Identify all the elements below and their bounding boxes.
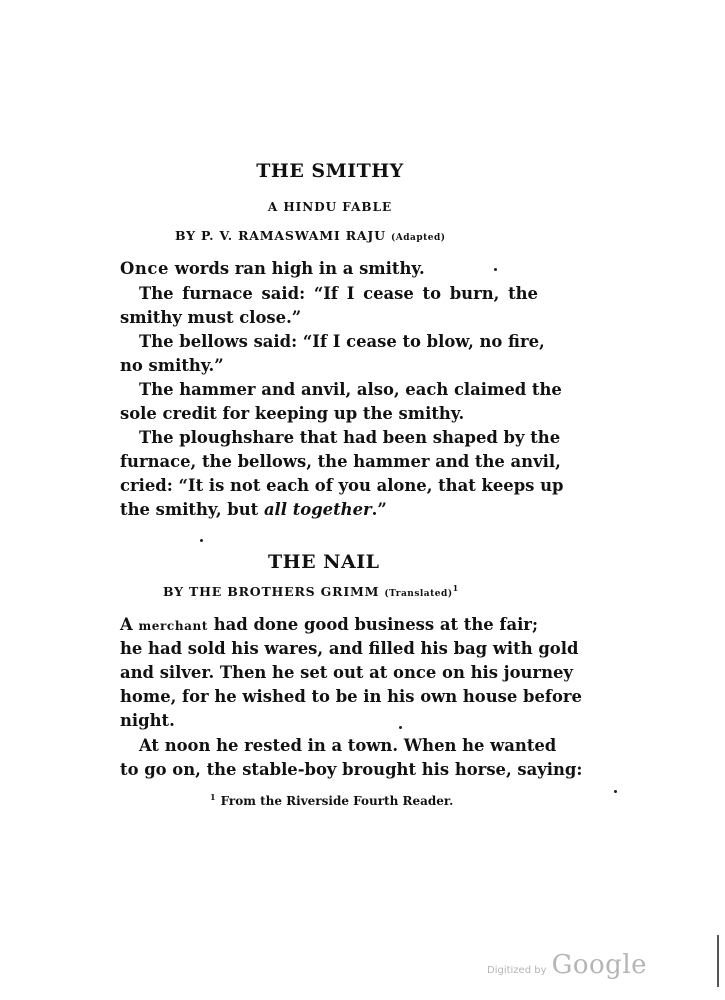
story1-line-10: cried: “It is not each of you alone, that keeps up [120, 476, 564, 495]
story1-line-9: furnace, the bellows, the hammer and the anvil, [120, 452, 561, 471]
footnote-marker: 1 [210, 792, 216, 802]
story2-line-5: night. [120, 711, 175, 730]
story1-line-7: sole credit for keeping up the smithy. [120, 404, 465, 423]
scan-speck [399, 726, 402, 729]
story1-line-8: The ploughshare that had been shaped by the [139, 428, 561, 447]
story1-byline [175, 228, 446, 243]
scan-speck [200, 539, 203, 542]
story1-line-11: the smithy, but all together.” [120, 500, 387, 519]
story2-lead-smallcaps: merchant [138, 619, 208, 633]
story1-line-2: The furnace said: “If I cease to burn, the [139, 284, 538, 303]
story2-line-2: he had sold his wares, and filled his bag with gold [120, 639, 579, 658]
google-logo: Google [551, 950, 648, 980]
scan-speck [494, 268, 497, 271]
story1-author: BY P. V. RAMASWAMI RAJU [175, 228, 386, 243]
story1-subtitle: A HINDU FABLE [267, 200, 393, 214]
story1-line-4: The bellows said: “If I cease to blow, no fire, [139, 332, 545, 351]
footnote-reference: 1 [452, 583, 459, 593]
story2-byline [163, 583, 459, 599]
emphasis-all-together: all together [263, 500, 372, 519]
footnote [210, 792, 453, 808]
story2-line-3: and silver. Then he set out at once on his journey [120, 663, 573, 682]
footnote-text: From the Riverside Fourth Reader. [220, 794, 454, 808]
story1-title: THE SMITHY [256, 160, 404, 182]
story1-lead-word: Once [120, 259, 170, 278]
story2-line-4: home, for he wished to be in his own house before [120, 687, 582, 706]
story2-byline-note: (Translated) [384, 589, 453, 600]
story1-line-3: smithy must close.” [120, 308, 302, 327]
story2-title: THE NAIL [268, 551, 380, 573]
story1-line-1: Once words ran high in a smithy. [120, 259, 425, 278]
story1-line-5: no smithy.” [120, 356, 224, 375]
digitized-by-google-watermark [487, 950, 647, 980]
scan-edge-line [717, 935, 719, 987]
scan-speck [614, 790, 617, 793]
watermark-digitized-text: Digitized by [487, 965, 547, 976]
story1-line-6: The hammer and anvil, also, each claimed the [139, 380, 562, 399]
story1-byline-note: (Adapted) [390, 233, 446, 243]
story2-line-7: to go on, the stable-boy brought his horse, saying: [120, 760, 583, 779]
story2-author: BY THE BROTHERS GRIMM [163, 584, 380, 600]
story2-line-6: At noon he rested in a town. When he wanted [139, 736, 557, 755]
story2-line-1: A merchant had done good business at the fair; [120, 615, 538, 634]
